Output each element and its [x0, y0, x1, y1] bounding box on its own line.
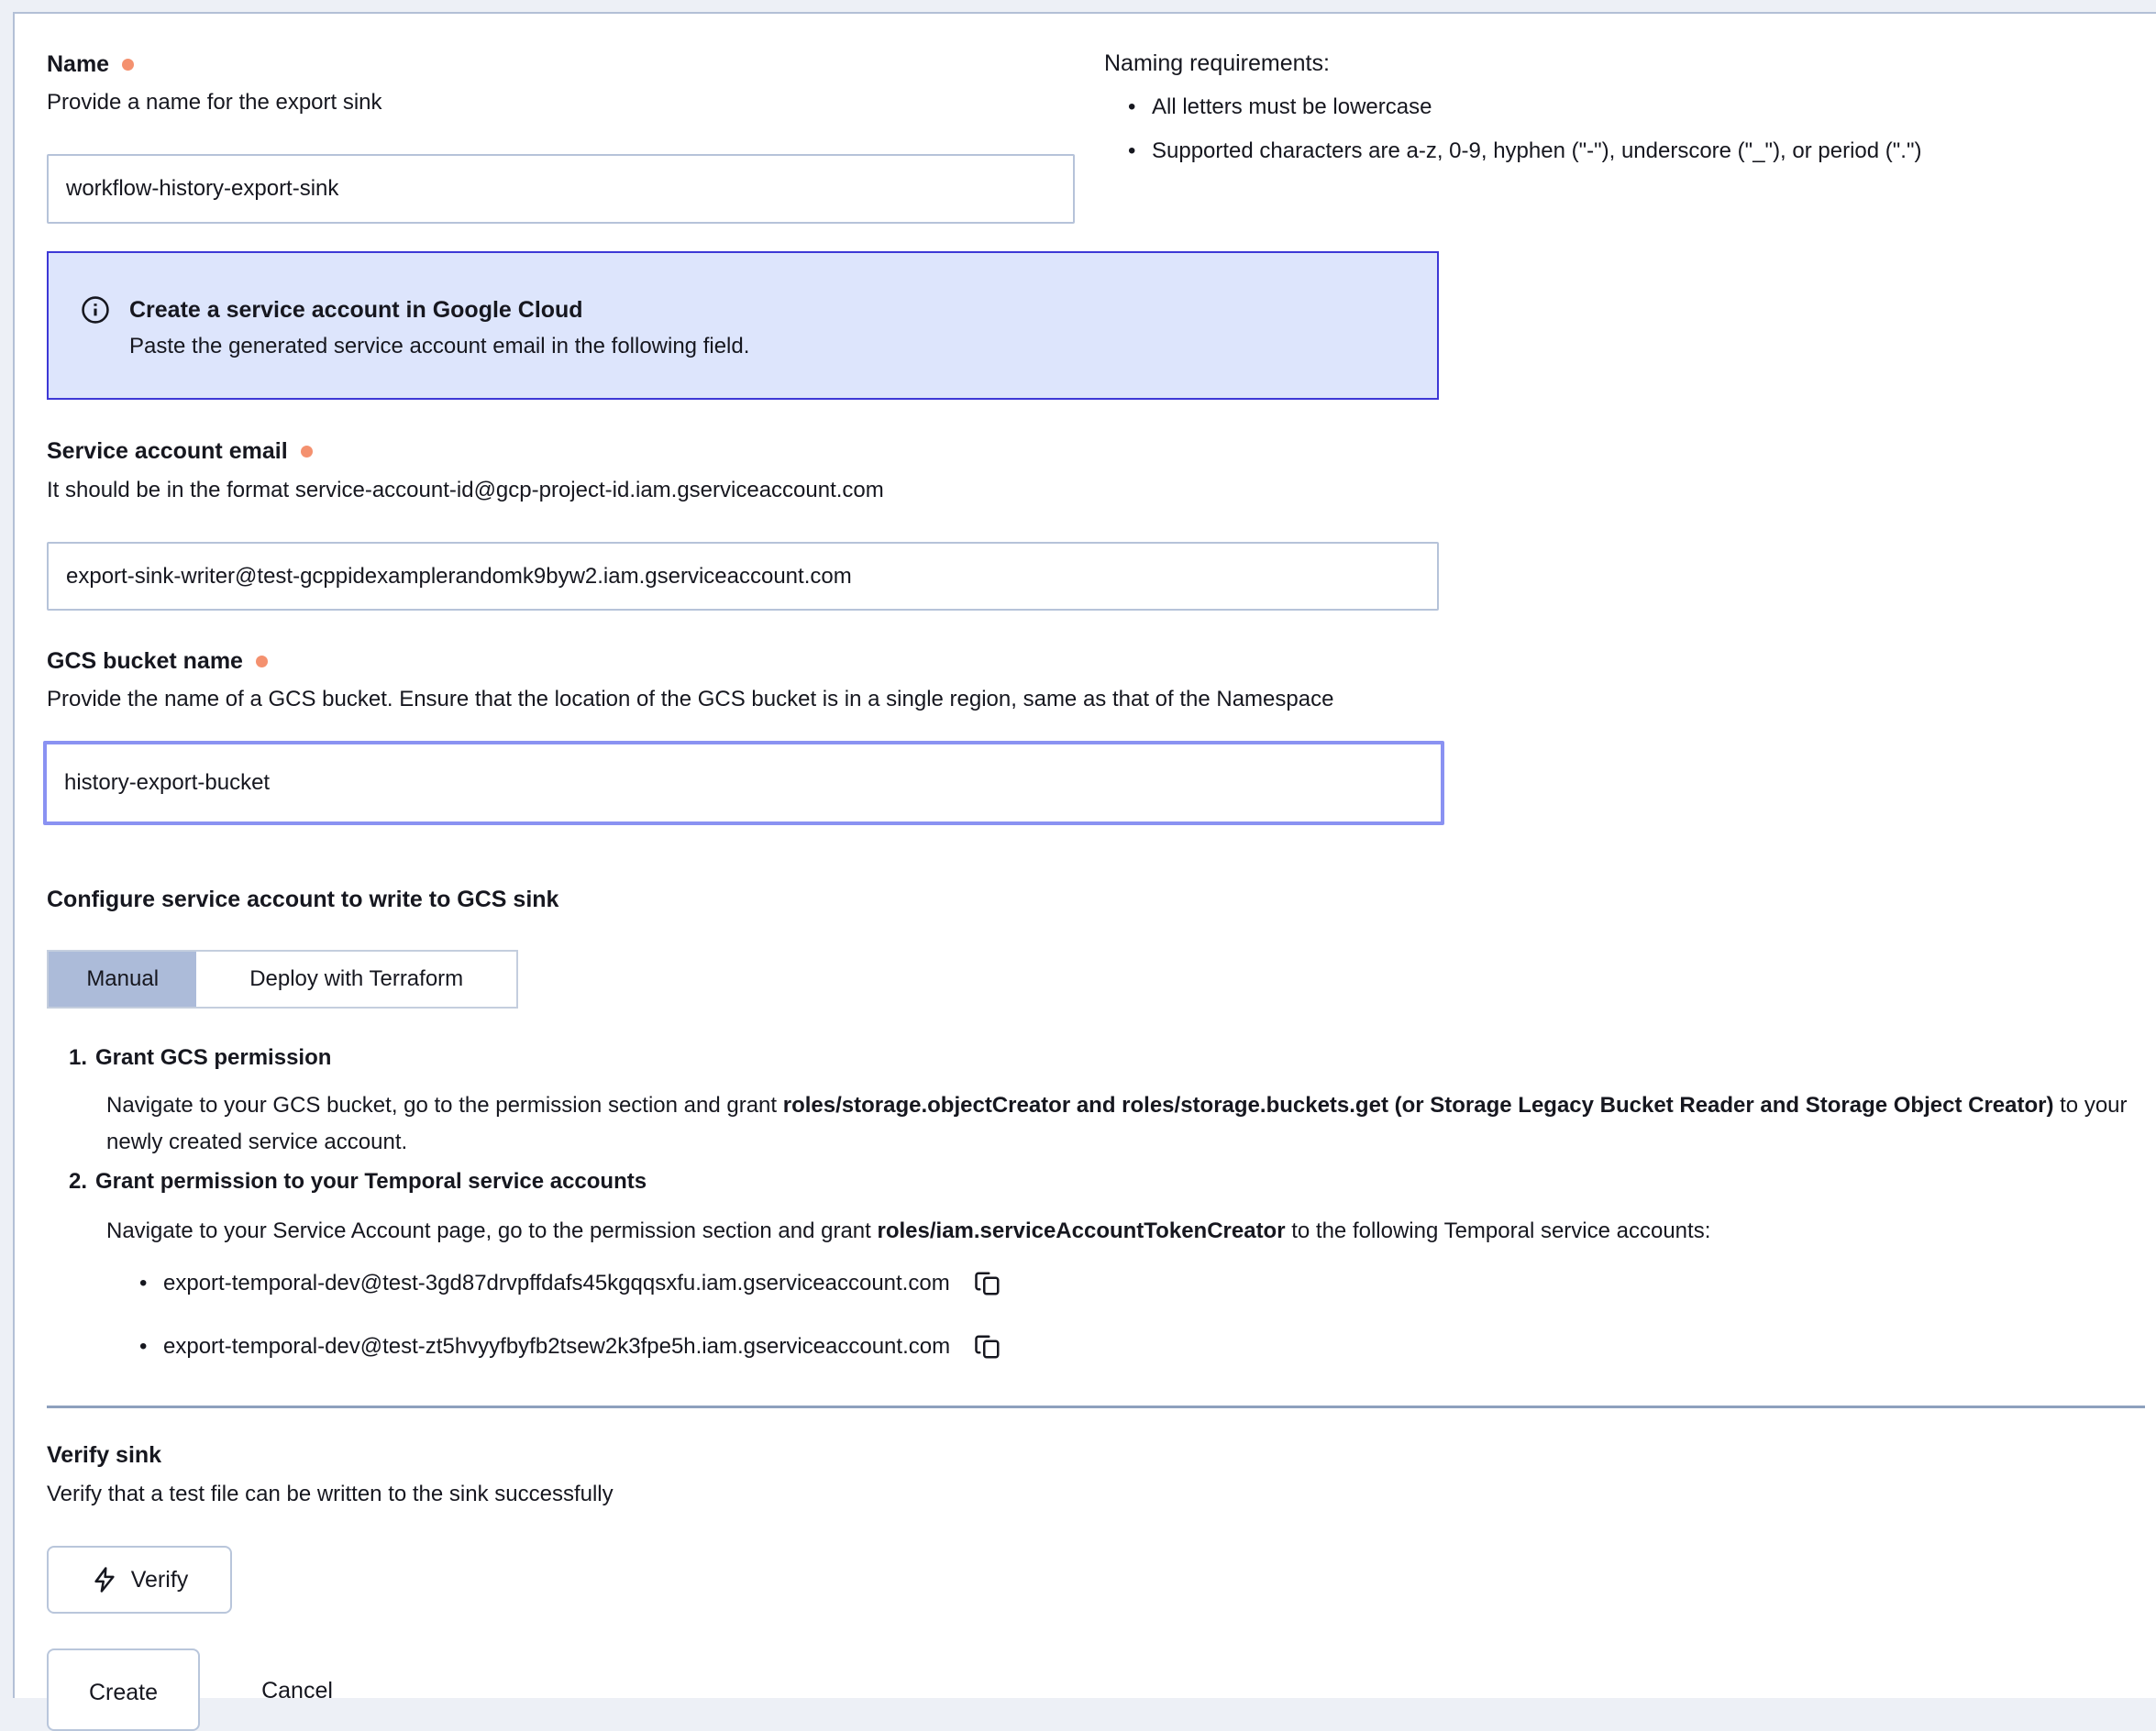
service-account-email-description: It should be in the format service-account-id@gcp-project-id.iam.gserviceaccount.com: [47, 478, 884, 502]
required-dot: [256, 656, 268, 667]
gcs-bucket-name-label: [47, 647, 268, 675]
step-2-title-text: Grant permission to your Temporal service accounts: [95, 1169, 647, 1194]
name-field-label: [47, 50, 134, 78]
step-2-description-pre: Navigate to your Service Account page, go to the permission section and grant: [106, 1218, 878, 1243]
service-account-list-item: [139, 1269, 1001, 1298]
tab-deploy-with-terraform[interactable]: Deploy with Terraform: [249, 966, 464, 991]
service-account-list-item: [139, 1332, 1001, 1362]
naming-requirement-text: All letters must be lowercase: [1152, 94, 1432, 119]
info-banner: [47, 251, 1439, 400]
bullet-icon: •: [1128, 94, 1136, 119]
info-banner-title: Create a service account in Google Cloud: [129, 297, 583, 323]
configure-section-title: Configure service account to write to GCS sink: [47, 887, 559, 912]
name-input[interactable]: [47, 154, 1075, 224]
temporal-service-account-email: export-temporal-dev@test-zt5hvyyfbyfb2tsew2k3fpe5h.iam.gserviceaccount.com: [163, 1334, 951, 1359]
section-divider: [47, 1406, 2145, 1408]
verify-sink-description: Verify that a test file can be written to the sink successfully: [47, 1482, 614, 1506]
copy-icon[interactable]: [974, 1332, 1001, 1362]
name-field-label-text: Name: [47, 51, 110, 77]
step-2-title: [69, 1167, 647, 1196]
info-circle-icon: [80, 294, 111, 325]
cancel-button[interactable]: [242, 1670, 352, 1712]
gcs-bucket-name-input[interactable]: [43, 741, 1444, 825]
step-1-description-pre: Navigate to your GCS bucket, go to the permission section and grant: [106, 1093, 783, 1118]
naming-requirement-item: [1128, 94, 2155, 121]
create-button-label: Create: [88, 1680, 159, 1705]
create-button[interactable]: [47, 1648, 200, 1731]
bullet-icon: •: [139, 1271, 148, 1295]
form-panel: [13, 12, 2156, 1705]
step-1-title-text: Grant GCS permission: [95, 1045, 332, 1070]
step-1-description-post: to your newly created service account.: [106, 1093, 2128, 1154]
temporal-service-account-email: export-temporal-dev@test-3gd87drvpffdafs45kgqqsxfu.iam.gserviceaccount.com: [163, 1271, 950, 1295]
naming-requirement-text: Supported characters are a-z, 0-9, hyphen ("-"), underscore ("_"), or period ("."): [1152, 138, 1922, 163]
name-field-description: Provide a name for the export sink: [47, 90, 382, 115]
service-account-email-input[interactable]: [47, 542, 1439, 611]
step-2-number: 2.: [69, 1169, 88, 1194]
deploy-method-tabs: [47, 950, 518, 1009]
tab-manual[interactable]: Manual: [49, 952, 196, 1007]
naming-requirements-title: Naming requirements:: [1104, 50, 1330, 76]
naming-requirement-item: [1128, 138, 2155, 165]
cancel-button-label: Cancel: [261, 1677, 333, 1703]
gcs-bucket-name-label-text: GCS bucket name: [47, 648, 243, 674]
verify-button-label: Verify: [130, 1566, 189, 1593]
step-1-title: [69, 1043, 331, 1073]
gcs-bucket-name-description: Provide the name of a GCS bucket. Ensure that the location of the GCS bucket is in a single region, same as that of the Namespace: [47, 687, 1334, 711]
bullet-icon: •: [139, 1334, 148, 1359]
verify-button[interactable]: [47, 1546, 232, 1614]
step-1-number: 1.: [69, 1045, 88, 1070]
step-2-description: [106, 1213, 2142, 1250]
step-2-description-post: to the following Temporal service accounts:: [1285, 1218, 1711, 1243]
zap-icon: [91, 1566, 118, 1593]
service-account-email-label-text: Service account email: [47, 438, 288, 464]
verify-sink-title: Verify sink: [47, 1442, 162, 1468]
step-2-description-bold: roles/iam.serviceAccountTokenCreator: [877, 1218, 1286, 1243]
required-dot: [122, 59, 134, 71]
step-1-description-bold: roles/storage.objectCreator and roles/storage.buckets.get (or Storage Legacy Bucket Reader and Storage Object Creator): [782, 1093, 2054, 1118]
step-1-description: [106, 1087, 2142, 1161]
info-banner-description: Paste the generated service account email in the following field.: [129, 334, 750, 358]
required-dot: [301, 446, 313, 458]
service-account-email-label: [47, 437, 313, 465]
copy-icon[interactable]: [974, 1269, 1001, 1298]
bullet-icon: •: [1128, 138, 1136, 163]
